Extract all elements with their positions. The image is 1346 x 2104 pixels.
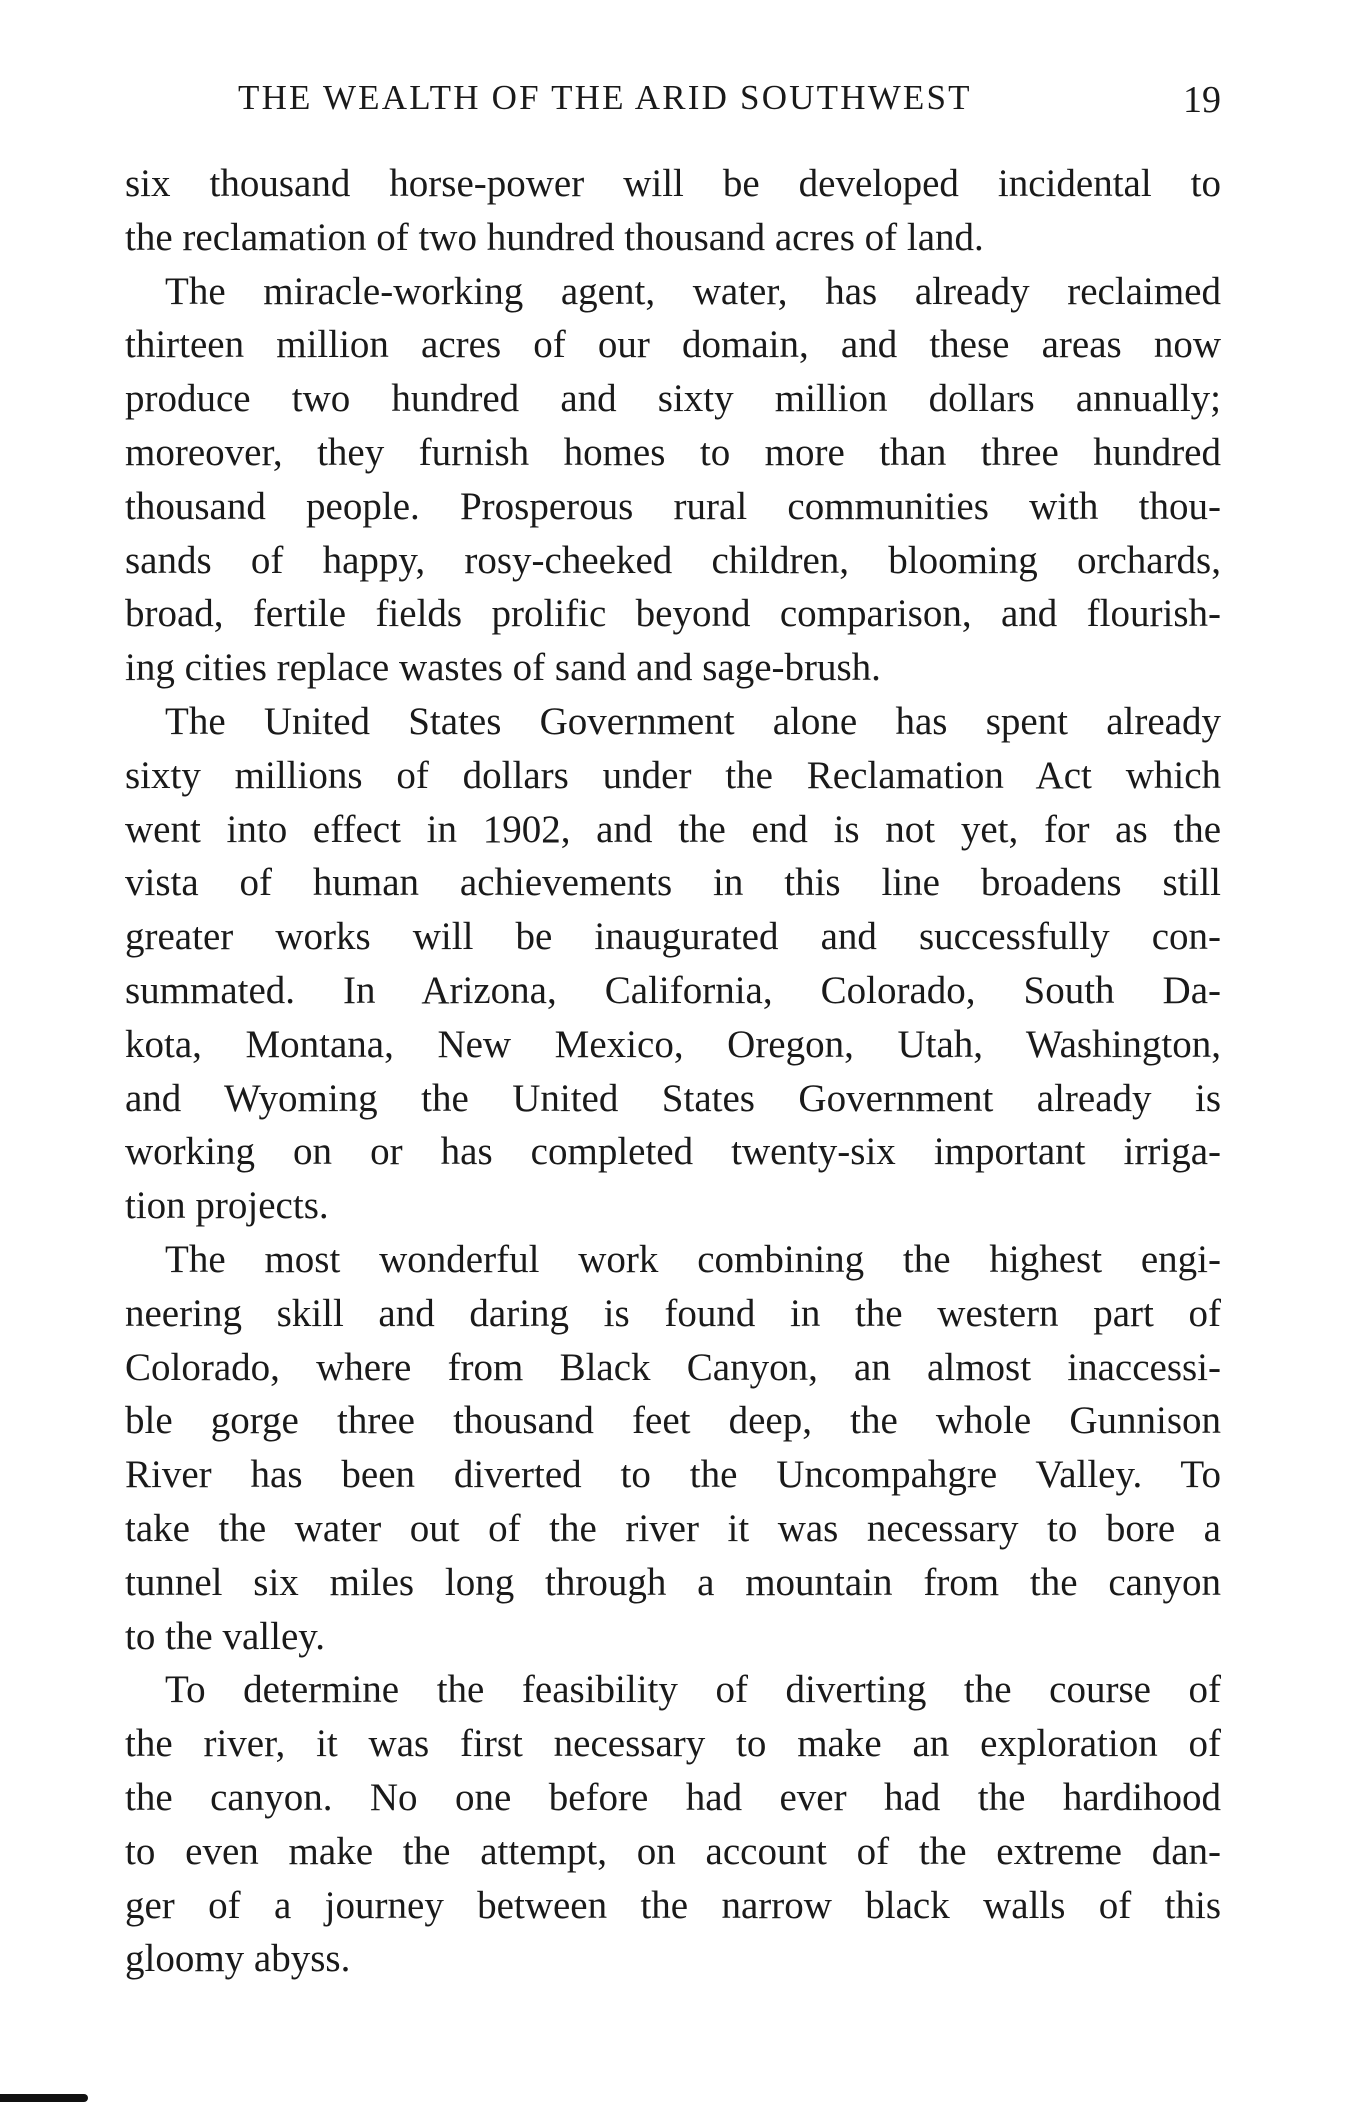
paragraph xyxy=(125,157,1221,265)
text-line: The most wonderful work combining the highest engi- xyxy=(165,1237,1221,1281)
body-text xyxy=(125,157,1221,1986)
text-line: ing cities replace wastes of sand and sage-brush. xyxy=(125,646,881,690)
text-line: tunnel six miles long through a mountain from the canyon xyxy=(125,1560,1221,1604)
paragraph xyxy=(125,1233,1221,1663)
text-line: the river, it was first necessary to make an exploration of xyxy=(125,1722,1221,1766)
text-line: summated. In Arizona, California, Colorado, South Da- xyxy=(125,968,1221,1012)
running-header xyxy=(238,78,1221,128)
text-line: working on or has completed twenty-six important irriga- xyxy=(125,1130,1221,1174)
text-line: sixty millions of dollars under the Reclamation Act which xyxy=(125,753,1221,797)
text-line: vista of human achievements in this line broadens still xyxy=(125,861,1221,905)
text-line: River has been diverted to the Uncompahgre Valley. To xyxy=(125,1453,1221,1497)
text-line: ble gorge three thousand feet deep, the whole Gunnison xyxy=(125,1399,1221,1443)
text-line: to even make the attempt, on account of the extreme dan- xyxy=(125,1829,1221,1873)
text-line: take the water out of the river it was necessary to bore a xyxy=(125,1506,1221,1550)
text-line: The miracle-working agent, water, has already reclaimed xyxy=(165,269,1221,313)
text-line: The United States Government alone has spent already xyxy=(165,699,1221,743)
paragraph xyxy=(125,1663,1221,1986)
text-line: the reclamation of two hundred thousand acres of land. xyxy=(125,215,984,259)
text-line: thousand people. Prosperous rural communities with thou- xyxy=(125,484,1221,528)
text-line: the canyon. No one before had ever had the hardihood xyxy=(125,1775,1221,1819)
text-line: moreover, they furnish homes to more than three hundred xyxy=(125,430,1221,474)
text-line: kota, Montana, New Mexico, Oregon, Utah, Washington, xyxy=(125,1022,1221,1066)
text-line: To determine the feasibility of diverting the course of xyxy=(165,1668,1221,1712)
text-line: tion projects. xyxy=(125,1184,329,1228)
running-title: THE WEALTH OF THE ARID SOUTHWEST xyxy=(238,78,972,117)
text-line: six thousand horse-power will be developed incidental to xyxy=(125,162,1221,205)
text-line: greater works will be inaugurated and successfully con- xyxy=(125,915,1221,959)
scan-artifact-mark xyxy=(0,2094,88,2102)
text-line: went into effect in 1902, and the end is not yet, for as the xyxy=(125,807,1221,851)
paragraph xyxy=(125,695,1221,1233)
text-line: gloomy abyss. xyxy=(125,1937,351,1981)
paragraph xyxy=(125,265,1221,695)
text-line: ger of a journey between the narrow black walls of this xyxy=(125,1883,1221,1927)
text-line: broad, fertile fields prolific beyond comparison, and flourish- xyxy=(125,592,1221,636)
text-line: neering skill and daring is found in the western part of xyxy=(125,1291,1221,1335)
text-line: sands of happy, rosy-cheeked children, blooming orchards, xyxy=(125,538,1221,582)
text-line: to the valley. xyxy=(125,1614,325,1658)
page-number: 19 xyxy=(1183,79,1221,121)
text-line: Colorado, where from Black Canyon, an almost inaccessi- xyxy=(125,1345,1221,1389)
text-line: and Wyoming the United States Government already is xyxy=(125,1076,1221,1120)
text-line: thirteen million acres of our domain, and these areas now xyxy=(125,323,1221,367)
text-line: produce two hundred and sixty million dollars annually; xyxy=(125,377,1221,421)
